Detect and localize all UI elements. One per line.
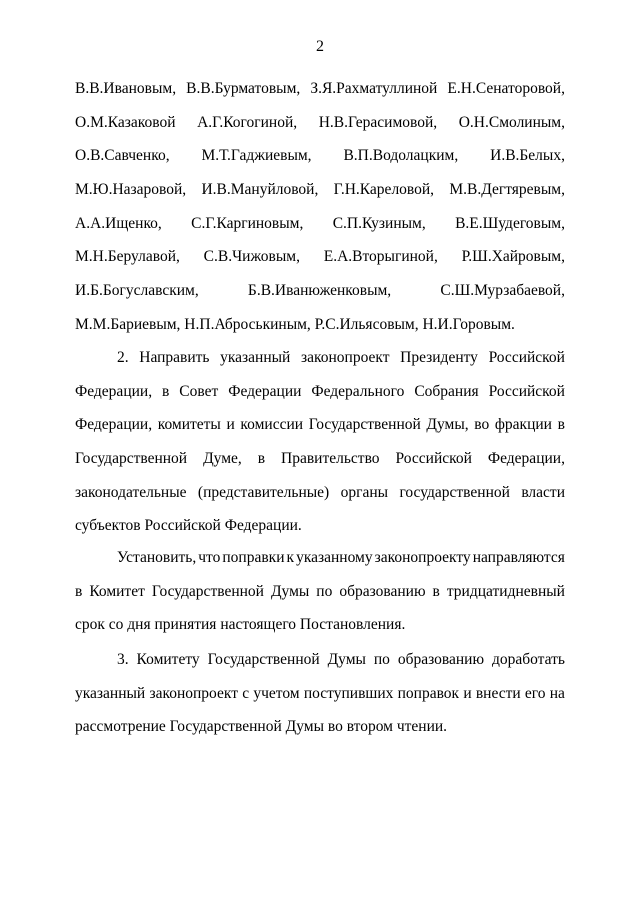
word: фракции	[494, 416, 552, 434]
paragraph-amendments	[75, 547, 565, 648]
word: комитеты	[157, 416, 221, 434]
word: Государственной	[75, 450, 188, 468]
word: Российской	[488, 382, 565, 400]
word: внести	[475, 684, 521, 702]
word: во	[474, 416, 490, 434]
name-entry: М.Н.Берулавой,	[75, 248, 180, 266]
name-entry: Е.Н.Сенаторовой,	[447, 80, 565, 97]
name-entry: С.Ш.Мурзабаевой,	[440, 282, 565, 300]
name-entry: В.В.Бурматовым,	[186, 80, 301, 97]
word: поступивших	[303, 684, 394, 702]
paragraph-line	[75, 649, 565, 683]
word: власти	[521, 483, 565, 501]
word: Думе,	[203, 450, 242, 468]
word: Правительство	[281, 450, 380, 468]
word: в	[257, 450, 266, 468]
word: (представительные)	[197, 483, 330, 501]
word: законопроект	[149, 684, 238, 702]
name-entry: И.Б.Богуславским,	[75, 282, 199, 300]
name-entry: В.Е.Шудеговым,	[455, 214, 565, 232]
paragraph-line	[75, 448, 565, 482]
word: Федерации	[228, 382, 302, 400]
word: Думы,	[426, 416, 469, 434]
name-entry: С.Г.Каргиновым,	[191, 214, 304, 232]
word: в	[557, 416, 565, 434]
name-entry: В.В.Ивановым,	[75, 80, 177, 97]
word: законодательные	[75, 483, 187, 501]
name-entry: Р.Ш.Хайровым,	[461, 248, 565, 266]
word: Комитет	[89, 582, 145, 600]
names-row-4	[75, 179, 565, 213]
names-row-2	[75, 112, 565, 146]
paragraph-line: субъектов Российской Федерации.	[75, 517, 302, 535]
word: законопроекту	[374, 549, 471, 566]
word: Президенту	[400, 349, 478, 366]
word: Российской	[488, 349, 565, 366]
word: Государственной	[207, 651, 320, 668]
paragraph-line	[75, 547, 565, 581]
paragraph-line: срок со дня принятия настоящего Постановления.	[75, 616, 406, 634]
name-entry: Н.В.Герасимовой,	[318, 113, 438, 131]
word: Установить,	[117, 549, 197, 566]
paragraph-line	[75, 482, 565, 516]
paragraph-line	[75, 381, 565, 415]
paragraph-2	[75, 347, 565, 549]
word: в	[75, 582, 83, 600]
names-row-3	[75, 145, 565, 179]
name-entry: О.Н.Смолиным,	[458, 113, 565, 131]
word: образованию	[397, 651, 485, 668]
name-entry: М.В.Дегтяревым,	[449, 181, 565, 199]
word: доработать	[491, 651, 565, 668]
word: 3.	[117, 651, 129, 668]
word: Федерации,	[75, 382, 153, 400]
paragraph-line	[75, 581, 565, 615]
word: Федерации,	[487, 450, 565, 468]
word: органы	[340, 483, 389, 501]
word: в	[432, 582, 440, 600]
word: Направить	[139, 349, 210, 366]
word: Государственной	[151, 582, 264, 600]
name-entry: Б.В.Иванюженковым,	[247, 282, 392, 300]
page-number: 2	[316, 38, 324, 55]
names-row-8	[75, 314, 565, 348]
word: Российской	[395, 450, 472, 468]
word: по	[316, 582, 333, 600]
names-row-5	[75, 213, 565, 247]
names-list	[75, 78, 565, 348]
word: указанный	[220, 349, 291, 366]
word: что	[198, 549, 221, 566]
name-entry: А.Г.Когогиной,	[197, 113, 298, 131]
word: Собрания	[414, 382, 479, 400]
paragraph-line	[75, 414, 565, 448]
word: и	[226, 416, 235, 434]
word: Федерального	[311, 382, 405, 400]
word: Думы	[270, 582, 310, 600]
word: Государственной	[308, 416, 421, 434]
word: указанный	[75, 684, 146, 702]
names-row-6	[75, 246, 565, 280]
names-row-1	[75, 78, 565, 112]
names-row-7	[75, 280, 565, 314]
word: законопроект	[300, 349, 390, 366]
word: на	[549, 684, 565, 702]
name-entry: О.В.Савченко,	[75, 147, 170, 165]
name-entry: М.М.Бариевым, Н.П.Аброськиным, Р.С.Ильясовым, Н.И.Горовым.	[75, 315, 515, 333]
word: к	[286, 549, 295, 566]
word: Совет	[179, 382, 219, 400]
word: государственной	[399, 483, 510, 501]
name-entry: И.В.Белых,	[490, 147, 565, 165]
name-entry: М.Т.Гаджиевым,	[201, 147, 312, 165]
word: Думы	[327, 651, 366, 668]
word: его	[524, 684, 546, 702]
name-entry: А.А.Ищенко,	[75, 214, 162, 232]
word: образованию	[339, 582, 426, 600]
paragraph-line	[75, 347, 565, 381]
word: по	[373, 651, 390, 668]
word: поправок	[397, 684, 460, 702]
word: Комитету	[136, 651, 200, 668]
name-entry: О.М.Казаковой	[75, 113, 176, 131]
word: указанному	[296, 549, 373, 566]
name-entry: Е.А.Вторыгиной,	[323, 248, 438, 266]
name-entry: С.В.Чижовым,	[203, 248, 300, 266]
name-entry: И.В.Мануйловой,	[201, 181, 319, 199]
word: поправки	[222, 549, 285, 566]
word: учетом	[253, 684, 300, 702]
name-entry: Г.Н.Кареловой,	[333, 181, 435, 199]
paragraph-line	[75, 683, 565, 717]
name-entry: В.П.Водолацким,	[343, 147, 459, 165]
paragraph-line: рассмотрение Государственной Думы во втором чтении.	[75, 718, 448, 736]
name-entry: З.Я.Рахматуллиной	[310, 80, 438, 97]
word: комиссии	[240, 416, 304, 434]
word: тридцатидневный	[446, 582, 565, 600]
word: 2.	[117, 349, 129, 366]
paragraph-3	[75, 649, 565, 750]
word: и	[463, 684, 472, 702]
word: с	[242, 684, 250, 702]
word: направляются	[472, 549, 565, 566]
word: в	[162, 382, 170, 400]
word: Федерации,	[75, 416, 153, 434]
name-entry: С.П.Кузиным,	[332, 214, 426, 232]
name-entry: М.Ю.Назаровой,	[75, 181, 187, 199]
